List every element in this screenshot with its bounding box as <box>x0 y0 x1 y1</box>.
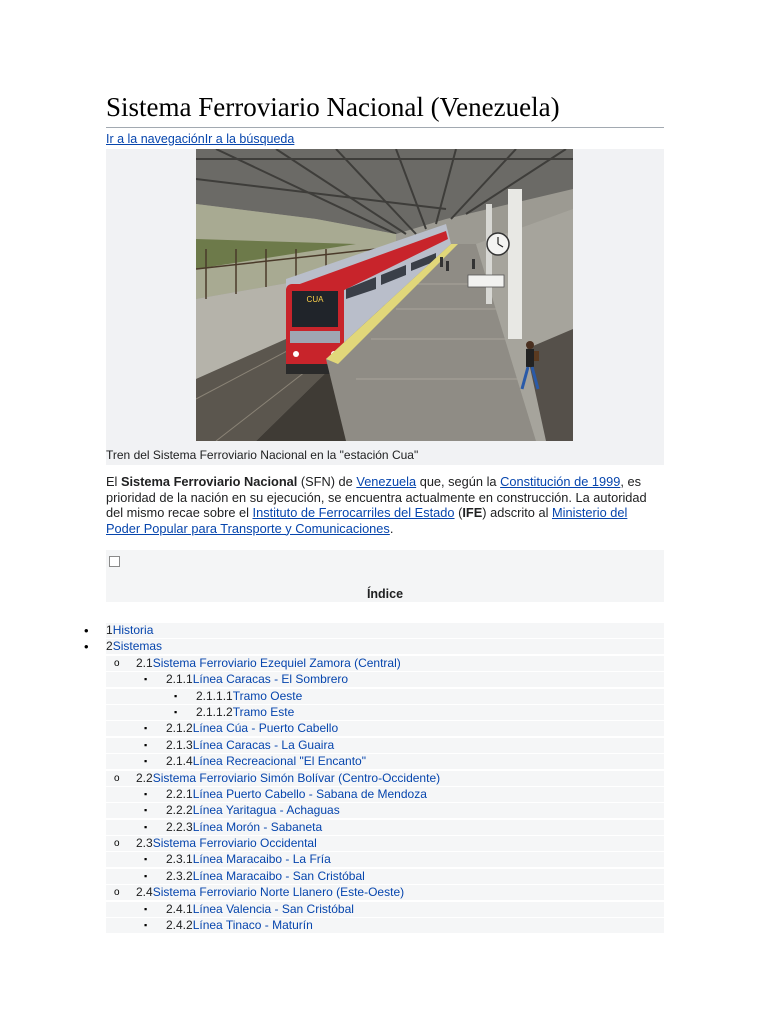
toc-bullet: ▪ <box>144 805 148 816</box>
toc-item-number: 2.3.2 <box>166 868 193 883</box>
page-title: Sistema Ferroviario Nacional (Venezuela) <box>106 90 664 128</box>
toc-item[interactable] <box>106 656 664 671</box>
toc-item[interactable] <box>106 902 664 917</box>
toc-item-number: 2.2 <box>136 770 153 785</box>
toc-item[interactable] <box>106 918 664 933</box>
train-destination-sign: CUA <box>306 295 324 304</box>
toc-item[interactable] <box>106 705 664 720</box>
toc-bullet: ▪ <box>144 920 148 931</box>
toc-item[interactable] <box>84 639 664 655</box>
jump-links <box>106 131 664 147</box>
toc-item-text[interactable] <box>136 656 401 671</box>
intro-text: ) adscrito al <box>482 505 552 520</box>
toc-item-number: 2.4 <box>136 885 153 900</box>
toc-toggle-checkbox[interactable] <box>109 556 120 567</box>
toc-item-text[interactable] <box>166 820 322 835</box>
toc-item-link[interactable]: Línea Yaritagua - Achaguas <box>192 803 340 818</box>
toc-bullet: • <box>84 639 89 655</box>
toc-item-link[interactable]: Historia <box>112 623 154 637</box>
toc-item-text[interactable] <box>136 836 317 851</box>
toc-item-link[interactable]: Sistema Ferroviario Simón Bolívar (Centro-Occidente) <box>152 770 441 785</box>
toc-item-link[interactable]: Línea Caracas - La Guaira <box>192 737 335 752</box>
toc-item-text[interactable] <box>136 771 440 786</box>
ministerio-link[interactable]: Ministerio del Poder Popular para Transporte y Comunicaciones <box>106 505 628 536</box>
toc-item[interactable] <box>106 754 664 769</box>
toc-item-number: 2.4.2 <box>166 918 193 933</box>
toc-item-number: 2.1.1 <box>166 672 193 687</box>
toc-item-number: 2.1.4 <box>166 754 193 769</box>
toc-bullet: ▪ <box>144 854 148 865</box>
toc-bullet: ▪ <box>144 739 148 750</box>
toc-item-text[interactable] <box>136 885 404 900</box>
intro-text: (SFN) de <box>297 474 357 489</box>
intro-paragraph <box>106 474 664 536</box>
toc-item-text[interactable] <box>166 918 313 933</box>
toc-item[interactable] <box>106 885 664 900</box>
toc-item-text[interactable] <box>106 623 153 638</box>
toc-item-number: 1 <box>106 623 113 637</box>
toc-item[interactable] <box>106 803 664 818</box>
toc-item-text[interactable] <box>166 721 338 736</box>
toc-item-text[interactable] <box>166 672 348 687</box>
toc-item-link[interactable]: Línea Caracas - El Sombrero <box>192 672 349 687</box>
toc-item[interactable] <box>106 820 664 835</box>
toc-bullet: o <box>114 887 120 899</box>
toc-item-link[interactable]: Línea Valencia - San Cristóbal <box>192 901 354 916</box>
toc-title: Índice <box>366 587 404 601</box>
toc-bullet: ▪ <box>174 690 178 701</box>
toc-item-link[interactable]: Sistema Ferroviario Norte Llanero (Este-Oeste) <box>152 885 405 900</box>
toc-item[interactable] <box>106 738 664 753</box>
venezuela-link[interactable]: Venezuela <box>356 474 417 489</box>
ife-link[interactable]: Instituto de Ferrocarriles del Estado <box>252 505 455 520</box>
toc-bullet: ▪ <box>174 706 178 717</box>
toc-item-link[interactable]: Sistemas <box>112 639 163 654</box>
toc-item-link[interactable]: Línea Tinaco - Maturín <box>192 918 313 933</box>
toc-item-number: 2.4.1 <box>166 901 193 916</box>
toc-item-number: 2.2.3 <box>166 819 193 834</box>
toc-item-text[interactable] <box>166 787 427 802</box>
figure-caption: Tren del Sistema Ferroviario Nacional en la "estación Cua" <box>106 448 419 462</box>
toc-bullet: ▪ <box>144 870 148 881</box>
toc-bullet: ▪ <box>144 903 148 914</box>
toc-bullet: o <box>114 657 120 669</box>
toc-item-link[interactable]: Tramo Este <box>232 704 295 719</box>
toc-item-number: 2.1.3 <box>166 737 193 752</box>
toc-item-text[interactable] <box>196 689 302 704</box>
toc-box <box>106 550 664 602</box>
toc-item-number: 2.1.2 <box>166 721 193 736</box>
intro-text: que, según la <box>416 474 501 489</box>
intro-text: ( <box>454 505 463 520</box>
toc-item-link[interactable]: Sistema Ferroviario Ezequiel Zamora (Central) <box>152 655 401 670</box>
toc-item[interactable] <box>106 672 664 687</box>
toc-bullet: ▪ <box>144 756 148 767</box>
toc-item-number: 2.1.1.2 <box>196 704 233 719</box>
toc-item[interactable] <box>84 623 664 638</box>
toc-item-text[interactable] <box>196 705 294 720</box>
toc-item[interactable] <box>106 689 664 704</box>
toc-bullet: ▪ <box>144 788 148 799</box>
toc-bullet: ▪ <box>144 821 148 832</box>
toc-item[interactable] <box>106 836 664 851</box>
toc-item-link[interactable]: Sistema Ferroviario Occidental <box>152 836 317 851</box>
toc-item[interactable] <box>106 852 664 867</box>
toc-bullet: ▪ <box>144 674 148 685</box>
jump-to-navigation-link[interactable]: Ir a la navegación <box>106 132 205 146</box>
constitucion-link[interactable]: Constitución de 1999 <box>500 474 621 489</box>
intro-text: . <box>389 520 394 536</box>
toc-item[interactable] <box>106 771 664 786</box>
toc-bullet: ▪ <box>144 723 148 734</box>
toc-item-text[interactable] <box>166 902 354 917</box>
jump-to-search-link[interactable]: Ir a la búsqueda <box>204 132 295 146</box>
train-station-photo[interactable] <box>196 149 573 441</box>
intro-text: , es prioridad de la nación en su ejecución, se encuentra actualmente en construcción. La autoridad del mismo recae sobre el <box>106 474 647 520</box>
toc-item-text[interactable] <box>106 639 162 654</box>
toc-item-text[interactable] <box>166 754 366 769</box>
toc-bullet: o <box>114 838 120 850</box>
article-content <box>84 90 664 934</box>
figure <box>106 149 664 465</box>
toc-item[interactable] <box>106 869 664 884</box>
toc-item-number: 2.1 <box>136 655 153 670</box>
toc-item-number: 2.3 <box>136 836 153 851</box>
toc-item-text[interactable] <box>166 738 334 753</box>
toc-item-link[interactable]: Línea Puerto Cabello - Sabana de Mendoza <box>192 786 427 801</box>
toc-item-link[interactable]: Línea Maracaibo - San Cristóbal <box>192 868 365 883</box>
toc-item-link[interactable]: Línea Cúa - Puerto Cabello <box>192 721 339 736</box>
toc-item[interactable] <box>106 787 664 802</box>
toc-item[interactable] <box>106 721 664 736</box>
toc-list <box>84 623 664 933</box>
toc-bullet: o <box>114 772 120 784</box>
intro-text: El <box>106 474 121 489</box>
toc-item-link[interactable]: Tramo Oeste <box>232 688 303 703</box>
toc-item-link[interactable]: Línea Morón - Sabaneta <box>192 819 323 834</box>
toc-item-number: 2.1.1.1 <box>196 688 233 703</box>
toc-item-text[interactable] <box>166 803 340 818</box>
toc-item-number: 2.3.1 <box>166 852 193 867</box>
toc-item-number: 2.2.2 <box>166 803 193 818</box>
toc-bullet: • <box>84 623 89 638</box>
intro-bold-term: Sistema Ferroviario Nacional <box>120 474 298 489</box>
intro-bold-acronym: IFE <box>462 505 483 520</box>
toc-item-link[interactable]: Línea Recreacional "El Encanto" <box>192 754 366 769</box>
toc-item-number: 2 <box>106 639 113 654</box>
toc-item-text[interactable] <box>166 869 365 884</box>
toc-item-link[interactable]: Línea Maracaibo - La Fría <box>192 852 331 867</box>
toc-item-text[interactable] <box>166 852 331 867</box>
toc-item-number: 2.2.1 <box>166 786 193 801</box>
